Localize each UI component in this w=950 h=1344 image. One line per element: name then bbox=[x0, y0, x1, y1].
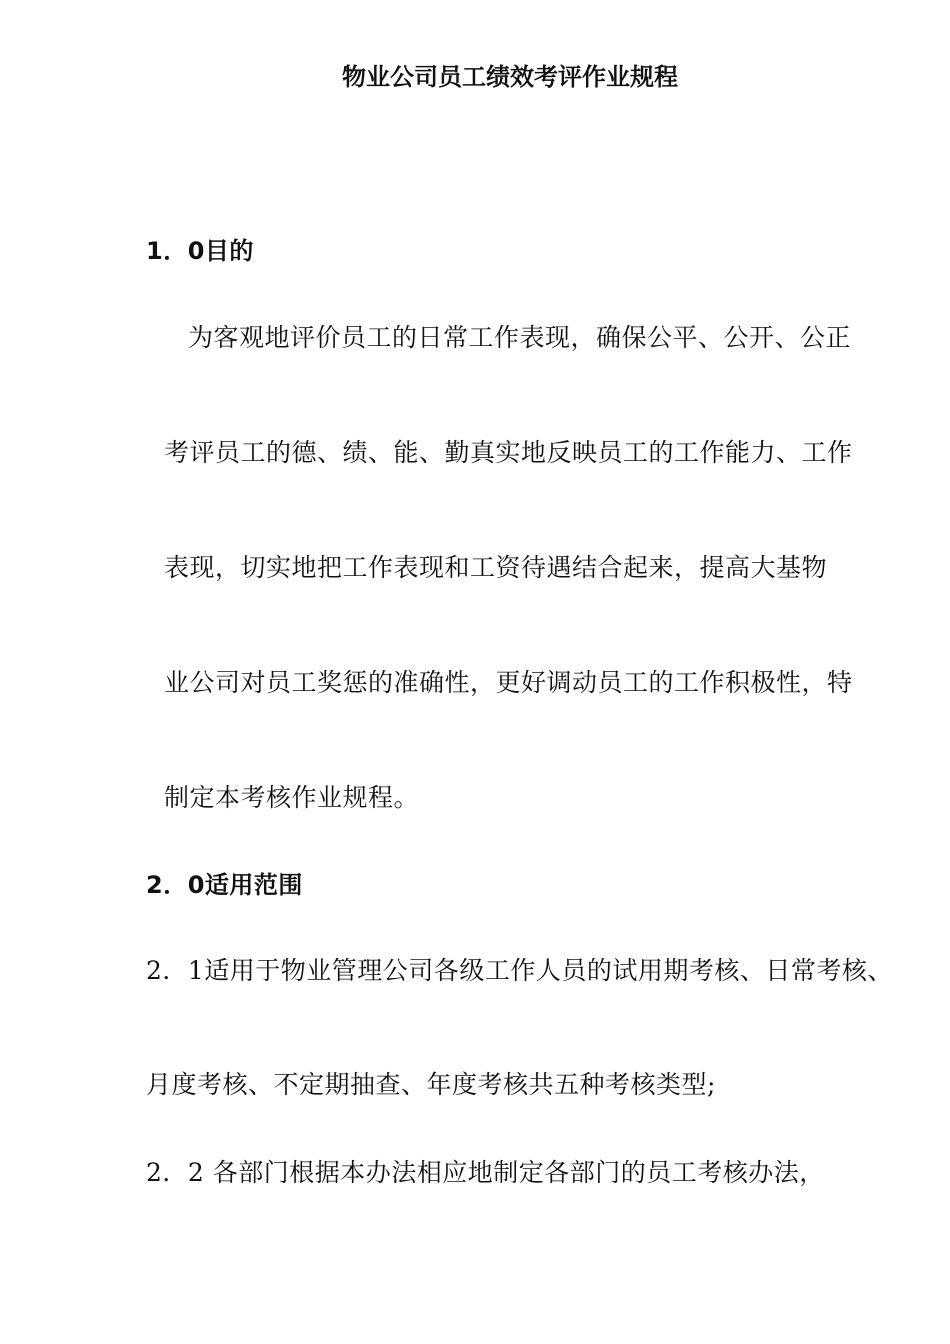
section-1-heading: 1．0目的 bbox=[146, 237, 254, 265]
section-1-paragraph-line-3: 表现，切实地把工作表现和工资待遇结合起来，提高大基物 bbox=[164, 553, 828, 582]
section-2-item-2-line-1: 2．2 各部门根据本办法相应地制定各部门的员工考核办法， bbox=[146, 1158, 825, 1187]
section-2-item-1-line-2: 月度考核、不定期抽查、年度考核共五种考核类型; bbox=[146, 1070, 716, 1099]
section-1-paragraph-line-5: 制定本考核作业规程。 bbox=[164, 783, 420, 812]
section-1-paragraph-line-1: 为客观地评价员工的日常工作表现，确保公平、公开、公正 bbox=[188, 323, 852, 352]
section-1-paragraph-line-4: 业公司对员工奖惩的准确性，更好调动员工的工作积极性，特 bbox=[164, 668, 853, 697]
document-title: 物业公司员工绩效考评作业规程 bbox=[342, 63, 678, 91]
section-2-heading: 2．0适用范围 bbox=[146, 871, 303, 899]
section-2-item-1-line-1: 2．1适用于物业管理公司各级工作人员的试用期考核、日常考核、 bbox=[146, 956, 893, 985]
section-1-paragraph-line-2: 考评员工的德、绩、能、勤真实地反映员工的工作能力、工作 bbox=[164, 438, 853, 467]
